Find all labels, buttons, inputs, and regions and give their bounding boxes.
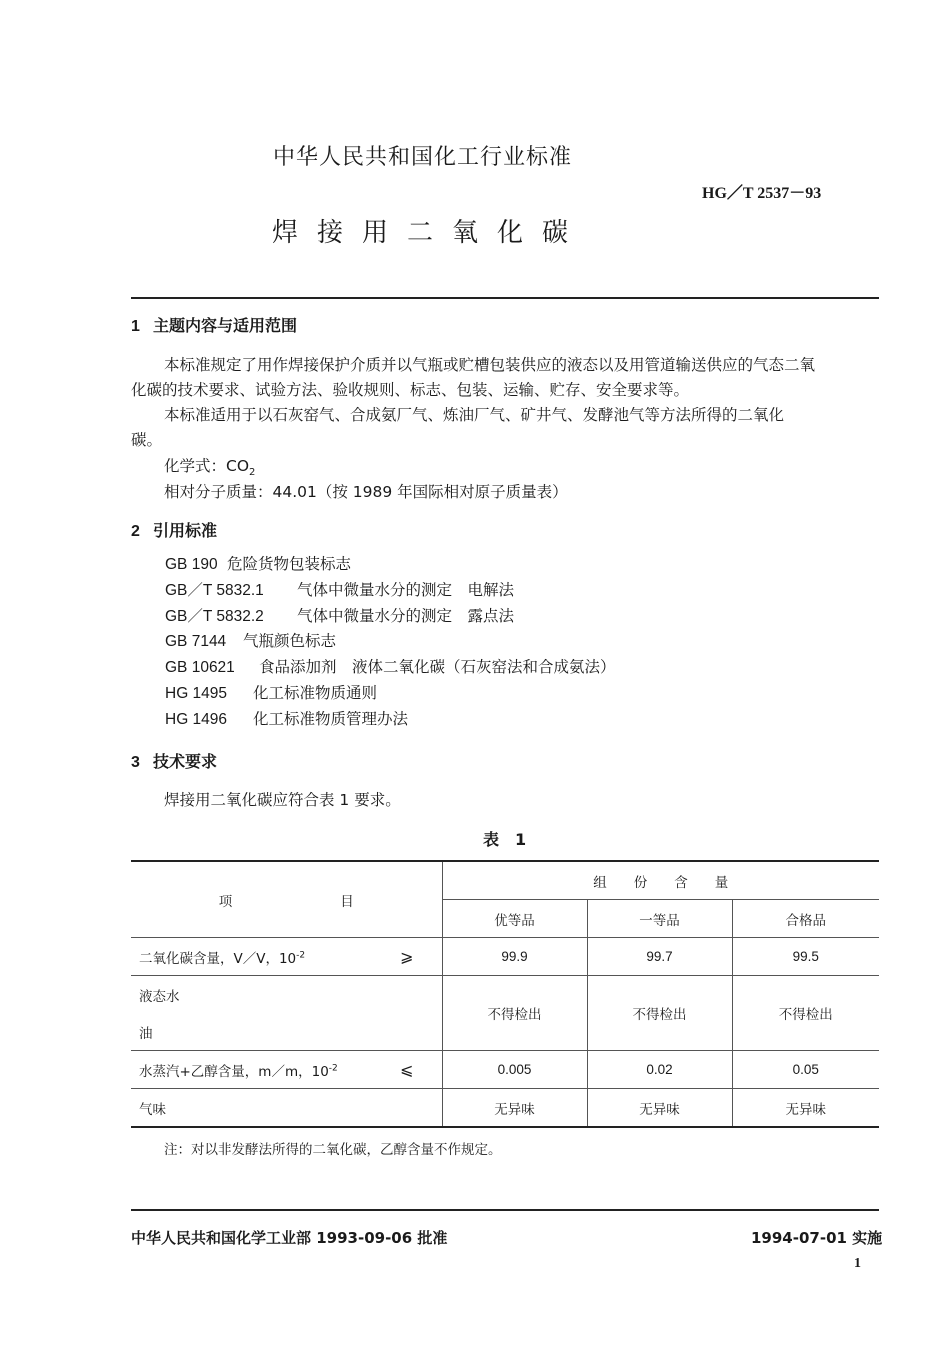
water-oil-first-value: 不得检出: [587, 976, 732, 1051]
section-1-heading: [131, 313, 297, 336]
formula-subscript: 2: [249, 467, 256, 479]
footer-rule: [131, 1209, 879, 1211]
page-number: 1: [854, 1256, 861, 1271]
reference-code: GB／T 5832.1: [165, 581, 264, 599]
reference-list: [165, 552, 616, 733]
standard-code: HG／T 2537－93: [702, 185, 822, 202]
co2-exponent: -2: [296, 950, 306, 960]
reference-title: 气体中微量水分的测定 电解法: [297, 580, 515, 599]
document-title: 焊接用二氧化碳: [272, 218, 588, 248]
reference-item: [165, 681, 616, 707]
table-note: 注：对以非发酵法所得的二氧化碳，乙醇含量不作规定。: [164, 1142, 502, 1158]
reference-item: [165, 629, 616, 655]
section-number: 2: [131, 523, 140, 540]
table-caption: 表 1: [483, 830, 527, 849]
reference-code: HG 1495: [165, 684, 228, 702]
vapor-premium-value: 0.005: [442, 1051, 587, 1089]
header-rule: [131, 297, 879, 299]
org-title: 中华人民共和国化工行业标准: [273, 145, 573, 170]
approval-date: 中华人民共和国化学工业部 1993-09-06 批准: [131, 1229, 448, 1247]
section-title: 主题内容与适用范围: [153, 316, 298, 335]
reference-title: 气体中微量水分的测定 露点法: [297, 606, 515, 625]
reference-code: GB／T 5832.2: [165, 607, 264, 625]
reference-item: [165, 578, 616, 604]
table-row-odor: [131, 1089, 879, 1128]
table-header-row: [131, 861, 879, 900]
vapor-exponent: -2: [328, 1063, 338, 1073]
reference-item: [165, 552, 616, 578]
vapor-label: 水蒸汽+乙醇含量，m／m，10: [139, 1063, 329, 1080]
section-number: 3: [131, 754, 140, 771]
vapor-qualified-value: 0.05: [732, 1051, 879, 1089]
co2-qualified-value: 99.5: [732, 938, 879, 976]
reference-title: 气瓶颜色标志: [243, 632, 337, 651]
reference-code: HG 1496: [165, 710, 228, 728]
reference-item: [165, 655, 616, 681]
section-1-para-1: 本标准规定了用作焊接保护介质并以气瓶或贮槽包装供应的液态以及用管道输送供应的气态二氧: [164, 356, 816, 374]
grade-first: 一等品: [587, 900, 732, 938]
row-label: [131, 1051, 442, 1089]
section-title: 技术要求: [153, 752, 218, 771]
less-equal-sign: ⩽: [400, 1060, 414, 1079]
spec-table: [131, 860, 879, 1128]
section-2-heading: [131, 518, 217, 541]
reference-title: 化工标准物质通则: [253, 683, 378, 702]
liquid-water-label: 液态水: [131, 976, 442, 1014]
reference-title: 食品添加剂 液体二氧化碳（石灰窑法和合成氨法）: [259, 658, 616, 677]
reference-title: 危险货物包装标志: [227, 555, 352, 573]
grade-premium: 优等品: [442, 900, 587, 938]
section-1-para-2-cont: 碳。: [131, 431, 163, 449]
reference-code: GB 10621: [165, 659, 235, 677]
odor-label: 气味: [131, 1089, 442, 1128]
section-1-para-2: 本标准适用于以石灰窑气、合成氨厂气、炼油厂气、矿井气、发酵池气等方法所得的二氧化: [164, 406, 785, 424]
row-label: [131, 938, 442, 976]
water-oil-qualified-value: 不得检出: [732, 976, 879, 1051]
water-oil-premium-value: 不得检出: [442, 976, 587, 1051]
oil-label: 油: [139, 1025, 153, 1042]
section-title: 引用标准: [153, 521, 218, 540]
grade-qualified: 合格品: [732, 900, 879, 938]
section-number: 1: [131, 318, 140, 335]
group-header: 组 份 含 量: [442, 861, 879, 900]
vapor-first-value: 0.02: [587, 1051, 732, 1089]
co2-first-value: 99.7: [587, 938, 732, 976]
greater-equal-sign: ⩾: [400, 947, 414, 966]
odor-premium-value: 无异味: [442, 1089, 587, 1128]
table-row-liquid-water: [131, 976, 879, 1014]
reference-item: [165, 707, 616, 733]
co2-label: 二氧化碳含量，V／V，10: [139, 950, 297, 967]
section-3-para: 焊接用二氧化碳应符合表 1 要求。: [164, 791, 401, 809]
implementation-date: 1994-07-01 实施: [751, 1229, 883, 1247]
molecular-mass: 相对分子质量：44.01（按 1989 年国际相对原子质量表）: [164, 483, 568, 501]
section-3-heading: [131, 749, 217, 772]
co2-premium-value: 99.9: [442, 938, 587, 976]
reference-code: GB 7144: [165, 633, 227, 651]
odor-first-value: 无异味: [587, 1089, 732, 1128]
table-row-co2: [131, 938, 879, 976]
reference-item: [165, 604, 616, 630]
item-header: 项 目: [131, 861, 442, 938]
reference-title: 化工标准物质管理办法: [253, 709, 409, 728]
section-1-para-1-cont: 化碳的技术要求、试验方法、验收规则、标志、包装、运输、贮存、安全要求等。: [131, 381, 690, 399]
odor-qualified-value: 无异味: [732, 1089, 879, 1128]
formula-label: 化学式：CO: [164, 457, 250, 475]
reference-code: GB 190: [165, 556, 218, 573]
table-row-vapor: [131, 1051, 879, 1089]
